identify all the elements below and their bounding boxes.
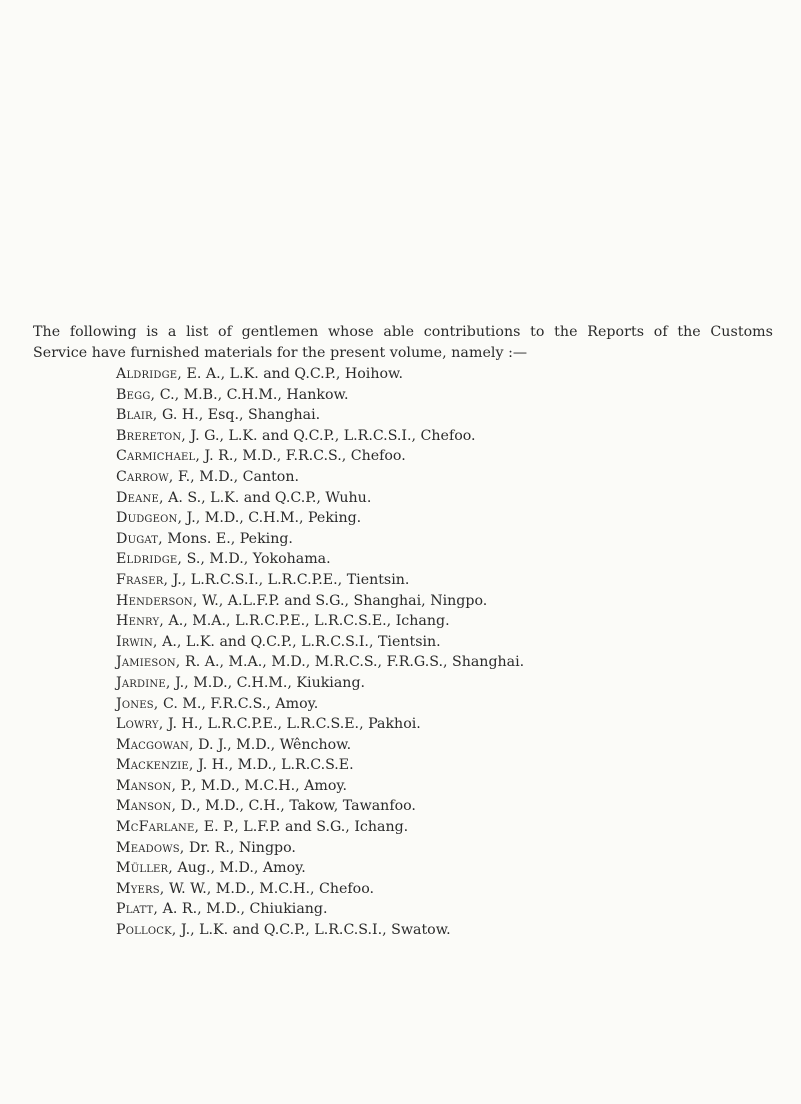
contributor-entry bbox=[116, 838, 776, 859]
contributor-entry bbox=[116, 858, 776, 879]
contributor-surname: Carmichael, bbox=[116, 448, 201, 465]
contributor-details: E. A., L.K. and Q.C.P., Hoihow. bbox=[182, 366, 403, 382]
contributor-entry bbox=[116, 385, 776, 406]
contributor-surname: Irwin, bbox=[116, 633, 158, 650]
contributor-entry bbox=[116, 817, 776, 838]
contributor-details: A., M.A., L.R.C.P.E., L.R.C.S.E., Ichang. bbox=[163, 613, 450, 630]
contributor-entry bbox=[116, 611, 776, 632]
intro-paragraph bbox=[33, 322, 773, 364]
contributor-details: J., M.D., C.H.M., Peking. bbox=[182, 510, 362, 527]
contributor-surname: Jones, bbox=[116, 695, 159, 712]
contributor-surname: Manson, bbox=[116, 777, 177, 794]
contributor-details: J. G., L.K. and Q.C.P., L.R.C.S.I., Chefoo. bbox=[186, 427, 476, 444]
contributor-details: Aug., M.D., Amoy. bbox=[172, 860, 306, 877]
contributor-entry bbox=[116, 920, 776, 941]
intro-line-1: The following is a list of gentlemen whose able contributions to the Reports of the Customs bbox=[33, 324, 773, 340]
contributor-details: A. S., L.K. and Q.C.P., Wuhu. bbox=[163, 489, 372, 506]
contributor-surname: Begg, bbox=[116, 386, 156, 403]
contributor-details: J. H., M.D., L.R.C.S.E. bbox=[193, 757, 354, 774]
contributor-entry bbox=[116, 879, 776, 900]
contributor-entry bbox=[116, 570, 776, 591]
contributor-surname: Brereton, bbox=[116, 427, 187, 444]
contributor-details: J. H., L.R.C.P.E., L.R.C.S.E., Pakhoi. bbox=[163, 716, 421, 733]
contributor-entry bbox=[116, 549, 776, 570]
contributor-surname: Macgowan, bbox=[116, 736, 194, 753]
contributor-surname: Mackenzie, bbox=[116, 757, 194, 774]
contributor-surname: Eldridge, bbox=[116, 551, 183, 568]
contributor-entry bbox=[116, 426, 776, 447]
contributor-details: J., L.K. and Q.C.P., L.R.C.S.I., Swatow. bbox=[176, 922, 451, 939]
contributor-surname: Aldridge, bbox=[116, 366, 182, 382]
contributor-surname: Fraser, bbox=[116, 571, 169, 588]
contributor-entry bbox=[116, 488, 776, 509]
contributor-details: A. R., M.D., Chiukiang. bbox=[158, 901, 328, 918]
contributor-entry bbox=[116, 735, 776, 756]
contributor-details: F., M.D., Canton. bbox=[173, 468, 299, 485]
contributor-surname: Pollock, bbox=[116, 922, 177, 939]
contributor-surname: Henry, bbox=[116, 613, 164, 630]
contributor-details: W., A.L.F.P. and S.G., Shanghai, Ningpo. bbox=[197, 592, 488, 609]
contributor-entry bbox=[116, 405, 776, 426]
contributor-surname: Müller, bbox=[116, 860, 173, 877]
contributor-entry bbox=[116, 508, 776, 529]
contributor-entry bbox=[116, 694, 776, 715]
contributor-entry bbox=[116, 714, 776, 735]
contributor-details: G. H., Esq., Shanghai. bbox=[157, 407, 321, 424]
contributor-details: Dr. R., Ningpo. bbox=[184, 839, 296, 856]
contributor-entry bbox=[116, 364, 776, 385]
contributor-details: J., M.D., C.H.M., Kiukiang. bbox=[170, 674, 366, 691]
contributor-details: R. A., M.A., M.D., M.R.C.S., F.R.G.S., Shanghai. bbox=[180, 654, 525, 671]
contributor-entry bbox=[116, 591, 776, 612]
contributor-surname: Manson, bbox=[116, 798, 177, 815]
contributor-surname: Carrow, bbox=[116, 468, 174, 485]
contributor-details: J. R., M.D., F.R.C.S., Chefoo. bbox=[200, 448, 406, 465]
contributor-entry bbox=[116, 776, 776, 797]
contributor-surname: Myers, bbox=[116, 880, 165, 897]
contributor-entry bbox=[116, 467, 776, 488]
contributor-surname: McFarlane, bbox=[116, 819, 200, 836]
contributor-surname: Meadows, bbox=[116, 839, 185, 856]
contributor-entry bbox=[116, 673, 776, 694]
contributor-surname: Henderson, bbox=[116, 592, 198, 609]
contributor-surname: Dudgeon, bbox=[116, 510, 183, 527]
contributor-entry bbox=[116, 529, 776, 550]
contributor-entry bbox=[116, 755, 776, 776]
contributor-surname: Deane, bbox=[116, 489, 164, 506]
contributor-details: W. W., M.D., M.C.H., Chefoo. bbox=[164, 880, 375, 897]
contributor-entry bbox=[116, 899, 776, 920]
contributor-entry bbox=[116, 446, 776, 467]
intro-line-2: Service have furnished materials for the present volume, namely :— bbox=[33, 345, 528, 361]
contributor-surname: Lowry, bbox=[116, 716, 164, 733]
contributor-details: C. M., F.R.C.S., Amoy. bbox=[158, 695, 319, 712]
contributor-entry bbox=[116, 632, 776, 653]
contributor-details: P., M.D., M.C.H., Amoy. bbox=[176, 777, 348, 794]
contributor-entry bbox=[116, 796, 776, 817]
contributor-entry bbox=[116, 652, 776, 673]
contributor-details: D. J., M.D., Wênchow. bbox=[193, 736, 352, 753]
contributor-details: D., M.D., C.H., Takow, Tawanfoo. bbox=[176, 798, 416, 815]
contributor-details: S., M.D., Yokohama. bbox=[182, 551, 331, 568]
contributor-list bbox=[116, 364, 776, 941]
contributor-surname: Dugat, bbox=[116, 530, 163, 547]
contributor-surname: Jardine, bbox=[116, 674, 171, 691]
contributor-surname: Blair, bbox=[116, 407, 158, 424]
contributor-details: Mons. E., Peking. bbox=[162, 530, 293, 547]
contributor-surname: Platt, bbox=[116, 901, 159, 918]
contributor-details: C., M.B., C.H.M., Hankow. bbox=[155, 386, 349, 403]
contributor-surname: Jamieson, bbox=[116, 654, 181, 671]
contributor-details: A., L.K. and Q.C.P., L.R.C.S.I., Tientsin. bbox=[157, 633, 441, 650]
contributor-details: J., L.R.C.S.I., L.R.C.P.E., Tientsin. bbox=[168, 571, 410, 588]
contributor-details: E. P., L.F.P. and S.G., Ichang. bbox=[199, 819, 409, 836]
